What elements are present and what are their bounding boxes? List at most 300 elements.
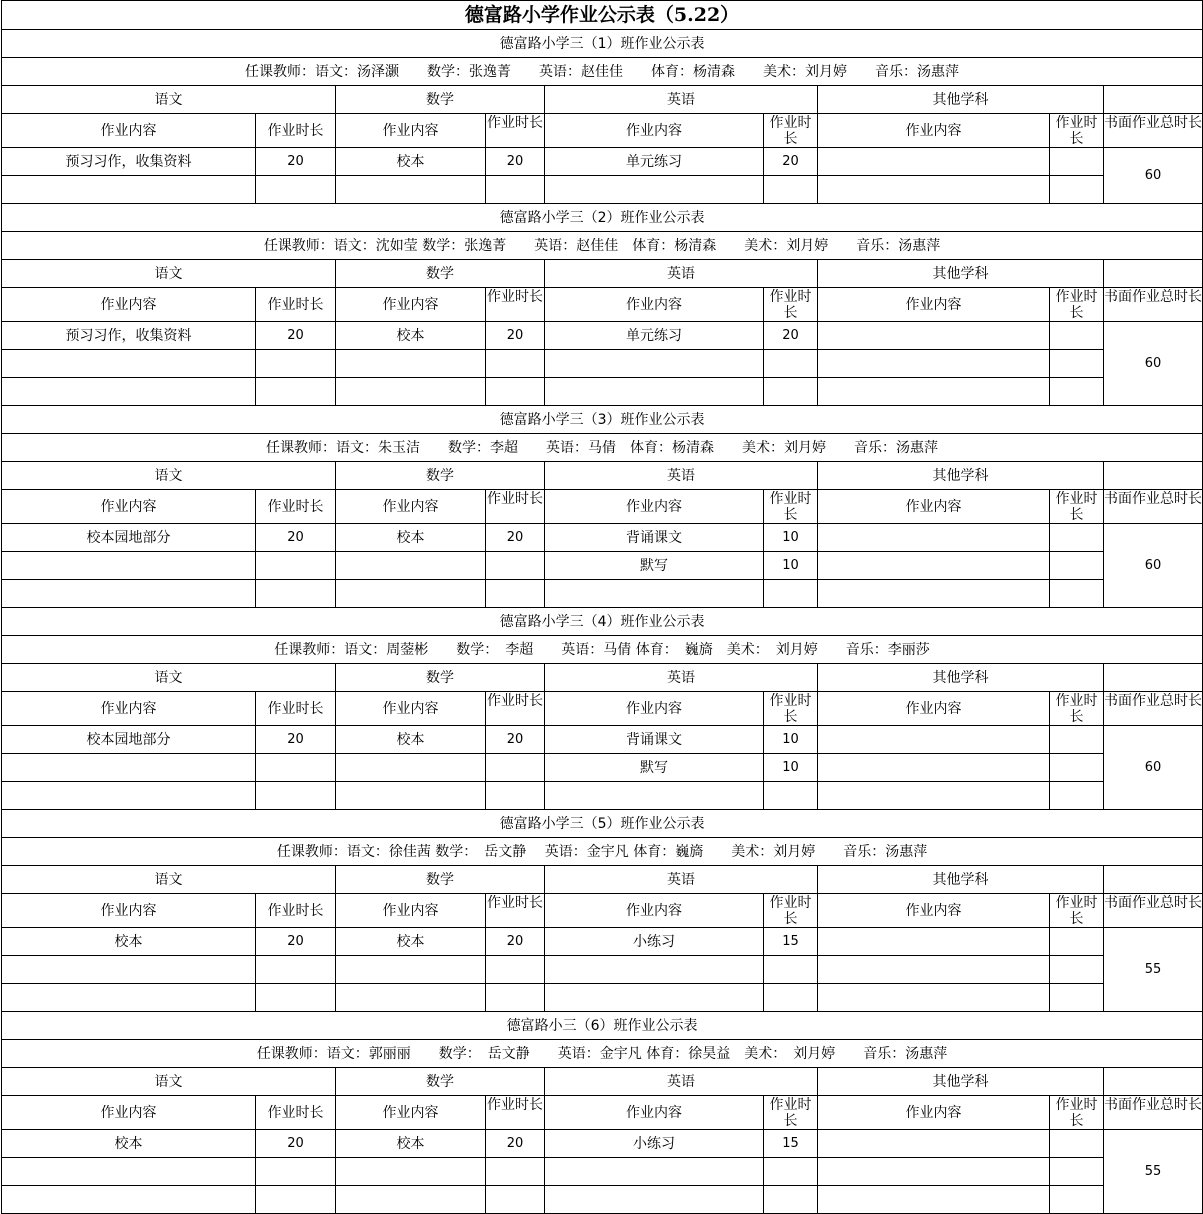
chinese-content: 校本园地部分	[2, 524, 256, 552]
chinese-duration	[256, 350, 336, 378]
math-content	[336, 1186, 486, 1214]
total-duration-header-text: 书面作业总时长	[1104, 491, 1203, 507]
other-content	[818, 1130, 1050, 1158]
math-duration: 20	[486, 928, 545, 956]
subject-header-row	[2, 664, 1203, 692]
class-title-row	[2, 30, 1203, 58]
homework-row	[2, 176, 1203, 204]
content-header: 作业内容	[336, 114, 486, 148]
english-content	[545, 1186, 764, 1214]
duration-header	[486, 894, 545, 928]
class-title: 德富路小学三（1）班作业公示表	[2, 30, 1203, 58]
subject-chinese: 语文	[2, 866, 336, 894]
content-header: 作业内容	[818, 490, 1050, 524]
duration-header: 作业时长	[256, 490, 336, 524]
subject-english: 英语	[545, 1068, 818, 1096]
duration-header-text: 作业时长	[487, 895, 543, 911]
other-content	[818, 928, 1050, 956]
english-content: 小练习	[545, 928, 764, 956]
content-header: 作业内容	[545, 288, 764, 322]
other-content	[818, 350, 1050, 378]
content-header: 作业内容	[2, 1096, 256, 1130]
other-duration	[1050, 552, 1104, 580]
total-duration-header-text: 书面作业总时长	[1104, 115, 1203, 131]
class-title: 德富路小学三（4）班作业公示表	[2, 608, 1203, 636]
total-duration-header-text: 书面作业总时长	[1104, 289, 1203, 305]
column-header-row	[2, 114, 1203, 148]
math-duration	[486, 782, 545, 810]
other-duration	[1050, 782, 1104, 810]
homework-row	[2, 378, 1203, 406]
math-duration	[486, 350, 545, 378]
chinese-content	[2, 378, 256, 406]
total-duration-header-text: 书面作业总时长	[1104, 895, 1203, 911]
class-title: 德富路小学三（3）班作业公示表	[2, 406, 1203, 434]
subject-english: 英语	[545, 260, 818, 288]
column-header-row	[2, 1096, 1203, 1130]
english-content: 背诵课文	[545, 726, 764, 754]
other-content	[818, 524, 1050, 552]
teachers-row	[2, 232, 1203, 260]
class-title-row	[2, 810, 1203, 838]
homework-row	[2, 782, 1203, 810]
english-content: 小练习	[545, 1130, 764, 1158]
other-content	[818, 782, 1050, 810]
other-content	[818, 956, 1050, 984]
other-content	[818, 726, 1050, 754]
chinese-duration: 20	[256, 726, 336, 754]
duration-header	[764, 894, 818, 928]
class-title-row	[2, 1012, 1203, 1040]
duration-header	[1050, 490, 1104, 524]
duration-header: 作业时长	[256, 692, 336, 726]
homework-row	[2, 524, 1203, 552]
math-content: 校本	[336, 524, 486, 552]
duration-header-text: 作业时长	[769, 895, 812, 927]
math-duration	[486, 552, 545, 580]
content-header: 作业内容	[545, 490, 764, 524]
english-duration	[764, 1186, 818, 1214]
chinese-duration	[256, 782, 336, 810]
duration-header-text: 作业时长	[487, 115, 543, 131]
duration-header-text: 作业时长	[769, 115, 812, 147]
math-duration	[486, 378, 545, 406]
english-content	[545, 956, 764, 984]
english-content: 单元练习	[545, 148, 764, 176]
math-duration: 20	[486, 148, 545, 176]
math-duration: 20	[486, 524, 545, 552]
duration-header-text: 作业时长	[487, 491, 543, 507]
content-header: 作业内容	[545, 692, 764, 726]
duration-header	[1050, 692, 1104, 726]
teachers-row	[2, 636, 1203, 664]
teachers-row	[2, 1040, 1203, 1068]
duration-header-text: 作业时长	[1055, 115, 1098, 147]
subject-other: 其他学科	[818, 664, 1104, 692]
chinese-content	[2, 984, 256, 1012]
other-content	[818, 580, 1050, 608]
other-duration	[1050, 378, 1104, 406]
subject-math: 数学	[336, 866, 545, 894]
chinese-duration	[256, 552, 336, 580]
duration-header-text: 作业时长	[1055, 895, 1098, 927]
math-content: 校本	[336, 322, 486, 350]
class-title-row	[2, 608, 1203, 636]
other-content	[818, 1158, 1050, 1186]
chinese-content: 校本	[2, 1130, 256, 1158]
chinese-duration: 20	[256, 1130, 336, 1158]
total-duration: 60	[1104, 148, 1203, 204]
class-title-row	[2, 204, 1203, 232]
blank-cell	[1104, 1068, 1203, 1096]
homework-row	[2, 928, 1203, 956]
subject-header-row	[2, 86, 1203, 114]
duration-header-text: 作业时长	[1055, 491, 1098, 523]
teachers-info: 任课教师：语文：朱玉洁 数学：李超 英语：马倩 体育：杨清森 美术：刘月婷 音乐：汤惠萍	[2, 434, 1203, 462]
chinese-content	[2, 350, 256, 378]
content-header: 作业内容	[2, 692, 256, 726]
teachers-row	[2, 434, 1203, 462]
other-duration	[1050, 956, 1104, 984]
other-content	[818, 1186, 1050, 1214]
subject-english: 英语	[545, 866, 818, 894]
total-duration-header	[1104, 1096, 1203, 1130]
math-content	[336, 176, 486, 204]
content-header: 作业内容	[545, 894, 764, 928]
other-content	[818, 984, 1050, 1012]
math-duration: 20	[486, 1130, 545, 1158]
chinese-duration	[256, 956, 336, 984]
total-duration-header	[1104, 288, 1203, 322]
content-header: 作业内容	[818, 288, 1050, 322]
chinese-duration: 20	[256, 928, 336, 956]
other-duration	[1050, 1158, 1104, 1186]
chinese-content: 校本园地部分	[2, 726, 256, 754]
homework-row	[2, 322, 1203, 350]
duration-header-text: 作业时长	[769, 693, 812, 725]
duration-header	[764, 288, 818, 322]
subject-header-row	[2, 260, 1203, 288]
other-duration	[1050, 928, 1104, 956]
content-header: 作业内容	[2, 894, 256, 928]
class-title: 德富路小三（6）班作业公示表	[2, 1012, 1203, 1040]
english-content: 默写	[545, 754, 764, 782]
math-content	[336, 378, 486, 406]
math-duration	[486, 1186, 545, 1214]
total-duration-header	[1104, 490, 1203, 524]
teachers-info: 任课教师：语文：郭丽丽 数学： 岳文静 英语：金宇凡 体育：徐昊益 美术： 刘月婷 音乐：汤惠萍	[2, 1040, 1203, 1068]
teachers-row	[2, 58, 1203, 86]
other-duration	[1050, 148, 1104, 176]
other-duration	[1050, 1130, 1104, 1158]
other-duration	[1050, 322, 1104, 350]
blank-cell	[1104, 260, 1203, 288]
subject-other: 其他学科	[818, 462, 1104, 490]
other-content	[818, 378, 1050, 406]
content-header: 作业内容	[818, 114, 1050, 148]
page-title: 德富路小学作业公示表（5.22）	[2, 1, 1203, 30]
duration-header-text: 作业时长	[1055, 693, 1098, 725]
subject-chinese: 语文	[2, 86, 336, 114]
duration-header-text: 作业时长	[769, 289, 812, 321]
english-duration	[764, 1158, 818, 1186]
math-content	[336, 580, 486, 608]
column-header-row	[2, 894, 1203, 928]
chinese-duration	[256, 984, 336, 1012]
chinese-duration: 20	[256, 148, 336, 176]
other-content	[818, 754, 1050, 782]
total-duration-header	[1104, 894, 1203, 928]
chinese-content	[2, 1186, 256, 1214]
homework-row	[2, 1186, 1203, 1214]
content-header: 作业内容	[336, 894, 486, 928]
duration-header	[764, 692, 818, 726]
content-header: 作业内容	[545, 114, 764, 148]
total-duration: 55	[1104, 1130, 1203, 1214]
other-duration	[1050, 580, 1104, 608]
chinese-duration	[256, 754, 336, 782]
homework-row	[2, 148, 1203, 176]
other-duration	[1050, 1186, 1104, 1214]
blank-cell	[1104, 86, 1203, 114]
english-duration: 10	[764, 754, 818, 782]
homework-row	[2, 984, 1203, 1012]
subject-other: 其他学科	[818, 1068, 1104, 1096]
english-content	[545, 580, 764, 608]
subject-header-row	[2, 462, 1203, 490]
other-duration	[1050, 726, 1104, 754]
english-content: 单元练习	[545, 322, 764, 350]
column-header-row	[2, 692, 1203, 726]
english-duration: 15	[764, 928, 818, 956]
homework-row	[2, 580, 1203, 608]
english-duration: 10	[764, 524, 818, 552]
content-header: 作业内容	[545, 1096, 764, 1130]
english-duration	[764, 350, 818, 378]
math-duration	[486, 176, 545, 204]
chinese-duration	[256, 1158, 336, 1186]
teachers-info: 任课教师：语文：沈如莹 数学：张逸菁 英语：赵佳佳 体育：杨清森 美术：刘月婷 音乐：汤惠萍	[2, 232, 1203, 260]
content-header: 作业内容	[336, 288, 486, 322]
english-duration: 20	[764, 322, 818, 350]
chinese-duration	[256, 378, 336, 406]
duration-header-text: 作业时长	[487, 693, 543, 709]
math-duration: 20	[486, 322, 545, 350]
other-content	[818, 176, 1050, 204]
chinese-duration: 20	[256, 322, 336, 350]
subject-chinese: 语文	[2, 1068, 336, 1096]
chinese-content	[2, 956, 256, 984]
chinese-duration	[256, 580, 336, 608]
subject-math: 数学	[336, 462, 545, 490]
content-header: 作业内容	[818, 894, 1050, 928]
math-content	[336, 350, 486, 378]
class-title: 德富路小学三（2）班作业公示表	[2, 204, 1203, 232]
subject-english: 英语	[545, 664, 818, 692]
english-duration	[764, 176, 818, 204]
duration-header	[764, 490, 818, 524]
math-duration	[486, 1158, 545, 1186]
duration-header	[764, 114, 818, 148]
english-content	[545, 1158, 764, 1186]
duration-header: 作业时长	[256, 894, 336, 928]
total-duration-header-text: 书面作业总时长	[1104, 693, 1203, 709]
other-duration	[1050, 754, 1104, 782]
duration-header	[1050, 114, 1104, 148]
subject-header-row	[2, 1068, 1203, 1096]
total-duration: 60	[1104, 726, 1203, 810]
duration-header	[1050, 288, 1104, 322]
content-header: 作业内容	[336, 692, 486, 726]
duration-header	[486, 288, 545, 322]
subject-chinese: 语文	[2, 462, 336, 490]
math-content	[336, 984, 486, 1012]
other-duration	[1050, 350, 1104, 378]
teachers-info: 任课教师：语文：汤泽灏 数学：张逸菁 英语：赵佳佳 体育：杨清森 美术：刘月婷 音乐：汤惠萍	[2, 58, 1203, 86]
chinese-content	[2, 552, 256, 580]
subject-math: 数学	[336, 1068, 545, 1096]
other-duration	[1050, 524, 1104, 552]
other-duration	[1050, 176, 1104, 204]
english-content: 默写	[545, 552, 764, 580]
math-content	[336, 956, 486, 984]
english-duration: 10	[764, 552, 818, 580]
math-content	[336, 1158, 486, 1186]
content-header: 作业内容	[336, 490, 486, 524]
duration-header	[486, 692, 545, 726]
math-content: 校本	[336, 148, 486, 176]
english-content	[545, 378, 764, 406]
english-duration	[764, 984, 818, 1012]
teachers-info: 任课教师：语文：徐佳茜 数学： 岳文静 英语：金宇凡 体育：巍旖 美术：刘月婷 音乐：汤惠萍	[2, 838, 1203, 866]
other-content	[818, 148, 1050, 176]
subject-english: 英语	[545, 86, 818, 114]
other-duration	[1050, 984, 1104, 1012]
content-header: 作业内容	[2, 114, 256, 148]
column-header-row	[2, 490, 1203, 524]
english-duration	[764, 580, 818, 608]
english-duration	[764, 782, 818, 810]
class-title-row	[2, 406, 1203, 434]
duration-header	[486, 1096, 545, 1130]
chinese-content: 预习习作，收集资料	[2, 148, 256, 176]
subject-math: 数学	[336, 260, 545, 288]
chinese-content	[2, 176, 256, 204]
subject-math: 数学	[336, 86, 545, 114]
english-content	[545, 782, 764, 810]
total-duration-header	[1104, 114, 1203, 148]
homework-row	[2, 754, 1203, 782]
duration-header	[1050, 894, 1104, 928]
class-title: 德富路小学三（5）班作业公示表	[2, 810, 1203, 838]
chinese-content	[2, 1158, 256, 1186]
homework-table	[1, 0, 1203, 1214]
chinese-duration: 20	[256, 524, 336, 552]
math-duration	[486, 956, 545, 984]
subject-other: 其他学科	[818, 260, 1104, 288]
math-duration	[486, 580, 545, 608]
homework-row	[2, 1158, 1203, 1186]
other-content	[818, 322, 1050, 350]
content-header: 作业内容	[818, 1096, 1050, 1130]
total-duration: 60	[1104, 524, 1203, 608]
duration-header-text: 作业时长	[1055, 1097, 1098, 1129]
column-header-row	[2, 288, 1203, 322]
chinese-content	[2, 580, 256, 608]
subject-math: 数学	[336, 664, 545, 692]
subject-chinese: 语文	[2, 260, 336, 288]
duration-header	[486, 490, 545, 524]
other-content	[818, 552, 1050, 580]
chinese-content: 校本	[2, 928, 256, 956]
math-content: 校本	[336, 1130, 486, 1158]
content-header: 作业内容	[2, 288, 256, 322]
content-header: 作业内容	[818, 692, 1050, 726]
total-duration: 55	[1104, 928, 1203, 1012]
duration-header: 作业时长	[256, 114, 336, 148]
math-content	[336, 782, 486, 810]
content-header: 作业内容	[2, 490, 256, 524]
subject-other: 其他学科	[818, 866, 1104, 894]
chinese-content: 预习习作，收集资料	[2, 322, 256, 350]
math-content	[336, 754, 486, 782]
homework-row	[2, 552, 1203, 580]
chinese-content	[2, 754, 256, 782]
english-content	[545, 350, 764, 378]
english-duration: 10	[764, 726, 818, 754]
teachers-info: 任课教师：语文：周蓥彬 数学： 李超 英语：马倩 体育： 巍旖 美术： 刘月婷 音乐：李丽莎	[2, 636, 1203, 664]
duration-header	[1050, 1096, 1104, 1130]
english-duration: 15	[764, 1130, 818, 1158]
subject-english: 英语	[545, 462, 818, 490]
duration-header-text: 作业时长	[487, 289, 543, 305]
homework-row	[2, 726, 1203, 754]
duration-header-text: 作业时长	[1055, 289, 1098, 321]
english-content: 背诵课文	[545, 524, 764, 552]
total-duration-header	[1104, 692, 1203, 726]
english-duration	[764, 378, 818, 406]
subject-chinese: 语文	[2, 664, 336, 692]
duration-header	[486, 114, 545, 148]
math-content: 校本	[336, 726, 486, 754]
duration-header-text: 作业时长	[487, 1097, 543, 1113]
homework-row	[2, 956, 1203, 984]
subject-other: 其他学科	[818, 86, 1104, 114]
blank-cell	[1104, 866, 1203, 894]
subject-header-row	[2, 866, 1203, 894]
duration-header-text: 作业时长	[769, 1097, 812, 1129]
chinese-duration	[256, 1186, 336, 1214]
math-content	[336, 552, 486, 580]
teachers-row	[2, 838, 1203, 866]
duration-header	[764, 1096, 818, 1130]
math-duration	[486, 984, 545, 1012]
english-content	[545, 176, 764, 204]
duration-header-text: 作业时长	[769, 491, 812, 523]
chinese-duration	[256, 176, 336, 204]
blank-cell	[1104, 462, 1203, 490]
chinese-content	[2, 782, 256, 810]
duration-header: 作业时长	[256, 288, 336, 322]
math-duration	[486, 754, 545, 782]
content-header: 作业内容	[336, 1096, 486, 1130]
english-content	[545, 984, 764, 1012]
math-content: 校本	[336, 928, 486, 956]
english-duration: 20	[764, 148, 818, 176]
homework-row	[2, 350, 1203, 378]
total-duration: 60	[1104, 322, 1203, 406]
math-duration: 20	[486, 726, 545, 754]
